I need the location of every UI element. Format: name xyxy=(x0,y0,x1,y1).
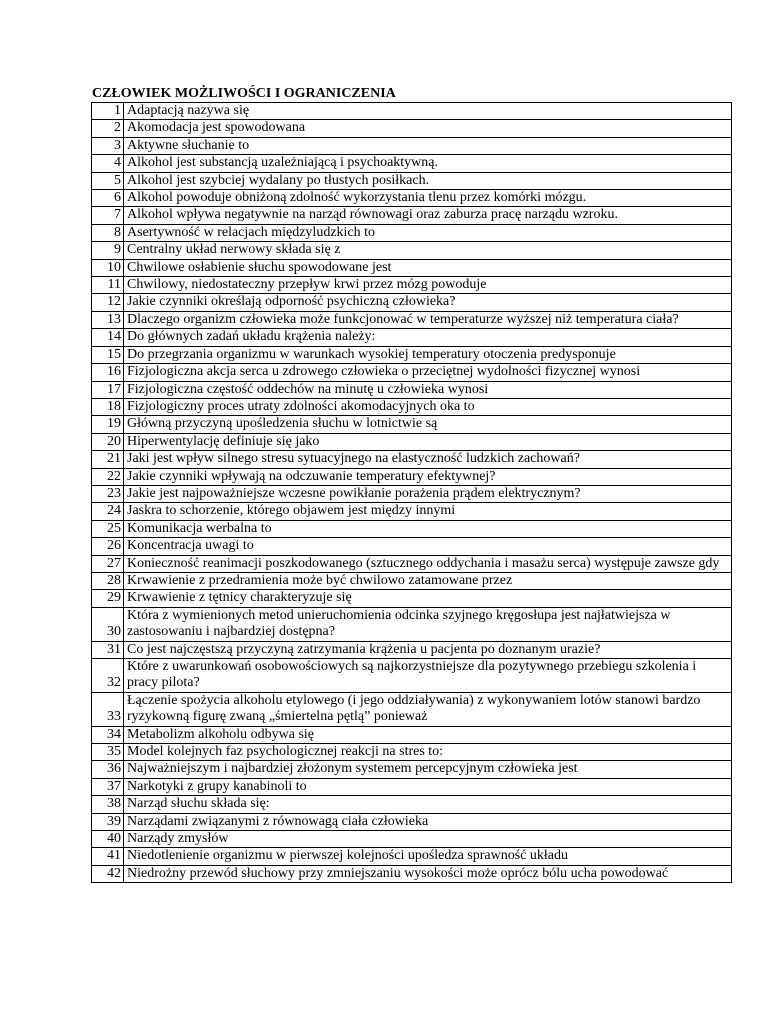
question-number: 27 xyxy=(92,555,124,572)
question-text: Które z uwarunkowań osobowościowych są najkorzystniejsze dla pozytywnego przebiegu szkolenia i pracy pilota? xyxy=(124,659,732,693)
question-number: 32 xyxy=(92,659,124,693)
question-number: 36 xyxy=(92,761,124,778)
question-text: Narządy zmysłów xyxy=(124,831,732,848)
question-text: Aktywne słuchanie to xyxy=(124,137,732,154)
table-row xyxy=(92,381,732,398)
question-number: 38 xyxy=(92,796,124,813)
table-row xyxy=(92,259,732,276)
table-row xyxy=(92,242,732,259)
question-text: Konieczność reanimacji poszkodowanego (sztucznego oddychania i masażu serca) występuje zawsze gdy xyxy=(124,555,732,572)
table-row xyxy=(92,865,732,882)
question-number: 29 xyxy=(92,590,124,607)
table-row xyxy=(92,641,732,658)
question-number: 40 xyxy=(92,831,124,848)
question-number: 6 xyxy=(92,190,124,207)
question-number: 14 xyxy=(92,329,124,346)
question-text: Metabolizm alkoholu odbywa się xyxy=(124,726,732,743)
table-row xyxy=(92,659,732,693)
question-number: 22 xyxy=(92,468,124,485)
question-number: 30 xyxy=(92,607,124,641)
table-row xyxy=(92,538,732,555)
question-text: Koncentracja uwagi to xyxy=(124,538,732,555)
question-number: 26 xyxy=(92,538,124,555)
table-row xyxy=(92,607,732,641)
question-number: 20 xyxy=(92,433,124,450)
table-row xyxy=(92,224,732,241)
question-number: 19 xyxy=(92,416,124,433)
question-text: Jakie czynniki określają odporność psychiczną człowieka? xyxy=(124,294,732,311)
question-text: Narkotyki z grupy kanabinoli to xyxy=(124,778,732,795)
table-row xyxy=(92,796,732,813)
table-row xyxy=(92,433,732,450)
table-row xyxy=(92,555,732,572)
table-row xyxy=(92,416,732,433)
table-row xyxy=(92,468,732,485)
table-row xyxy=(92,503,732,520)
question-number: 18 xyxy=(92,398,124,415)
question-text: Hiperwentylację definiuje się jako xyxy=(124,433,732,450)
question-text: Która z wymienionych metod unieruchomienia odcinka szyjnego kręgosłupa jest najłatwiejsza w zastosowaniu i najbardziej dostępna? xyxy=(124,607,732,641)
question-number: 23 xyxy=(92,485,124,502)
question-number: 7 xyxy=(92,207,124,224)
question-number: 15 xyxy=(92,346,124,363)
table-row xyxy=(92,726,732,743)
table-row xyxy=(92,294,732,311)
table-row xyxy=(92,364,732,381)
question-number: 17 xyxy=(92,381,124,398)
table-row xyxy=(92,172,732,189)
question-text: Adaptacją nazywa się xyxy=(124,103,732,120)
question-number: 10 xyxy=(92,259,124,276)
table-row xyxy=(92,848,732,865)
question-text: Narząd słuchu składa się: xyxy=(124,796,732,813)
question-text: Jakie czynniki wpływają na odczuwanie temperatury efektywnej? xyxy=(124,468,732,485)
table-row xyxy=(92,120,732,137)
table-row xyxy=(92,744,732,761)
question-number: 42 xyxy=(92,865,124,882)
question-text: Alkohol powoduje obniżoną zdolność wykorzystania tlenu przez komórki mózgu. xyxy=(124,190,732,207)
question-number: 37 xyxy=(92,778,124,795)
question-text: Do głównych zadań układu krążenia należy: xyxy=(124,329,732,346)
question-number: 41 xyxy=(92,848,124,865)
question-text: Alkohol jest szybciej wydalany po tłustych posiłkach. xyxy=(124,172,732,189)
table-row xyxy=(92,692,732,726)
table-row xyxy=(92,813,732,830)
table-row xyxy=(92,590,732,607)
page-title: CZŁOWIEK MOŻLIWOŚCI I OGRANICZENIA xyxy=(92,86,396,101)
question-text: Komunikacja werbalna to xyxy=(124,520,732,537)
question-text: Główną przyczyną upośledzenia słuchu w lotnictwie są xyxy=(124,416,732,433)
question-text: Alkohol wpływa negatywnie na narząd równowagi oraz zaburza pracę narządu wzroku. xyxy=(124,207,732,224)
question-number: 13 xyxy=(92,311,124,328)
question-text: Akomodacja jest spowodowana xyxy=(124,120,732,137)
question-text: Niedrożny przewód słuchowy przy zmniejszaniu wysokości może oprócz bólu ucha powodować xyxy=(124,865,732,882)
question-number: 11 xyxy=(92,277,124,294)
question-text: Narządami związanymi z równowagą ciała człowieka xyxy=(124,813,732,830)
question-text: Jakie jest najpoważniejsze wczesne powikłanie porażenia prądem elektrycznym? xyxy=(124,485,732,502)
table-row xyxy=(92,778,732,795)
question-text: Centralny układ nerwowy składa się z xyxy=(124,242,732,259)
question-number: 34 xyxy=(92,726,124,743)
question-number: 9 xyxy=(92,242,124,259)
table-row xyxy=(92,761,732,778)
question-text: Krwawienie z tętnicy charakteryzuje się xyxy=(124,590,732,607)
question-text: Najważniejszym i najbardziej złożonym systemem percepcyjnym człowieka jest xyxy=(124,761,732,778)
question-number: 21 xyxy=(92,451,124,468)
table-row xyxy=(92,485,732,502)
question-number: 33 xyxy=(92,692,124,726)
table-row xyxy=(92,137,732,154)
table-row xyxy=(92,277,732,294)
question-text: Niedotlenienie organizmu w pierwszej kolejności upośledza sprawność układu xyxy=(124,848,732,865)
questions-table-body xyxy=(92,103,732,883)
question-text: Dlaczego organizm człowieka może funkcjonować w temperaturze wyższej niż temperatura ciała? xyxy=(124,311,732,328)
table-row xyxy=(92,329,732,346)
table-row xyxy=(92,398,732,415)
table-row xyxy=(92,311,732,328)
question-number: 24 xyxy=(92,503,124,520)
question-text: Fizjologiczny proces utraty zdolności akomodacyjnych oka to xyxy=(124,398,732,415)
question-number: 4 xyxy=(92,155,124,172)
question-number: 35 xyxy=(92,744,124,761)
question-number: 31 xyxy=(92,641,124,658)
question-number: 8 xyxy=(92,224,124,241)
table-row xyxy=(92,572,732,589)
question-text: Krwawienie z przedramienia może być chwilowo zatamowane przez xyxy=(124,572,732,589)
question-text: Do przegrzania organizmu w warunkach wysokiej temperatury otoczenia predysponuje xyxy=(124,346,732,363)
question-text: Łączenie spożycia alkoholu etylowego (i jego oddziaływania) z wykonywaniem lotów stanowi bardzo ryzykowną figurę zwaną „śmiertelna pętlą” ponieważ xyxy=(124,692,732,726)
question-number: 1 xyxy=(92,103,124,120)
table-row xyxy=(92,155,732,172)
question-number: 28 xyxy=(92,572,124,589)
question-text: Alkohol jest substancją uzależniającą i psychoaktywną. xyxy=(124,155,732,172)
question-text: Model kolejnych faz psychologicznej reakcji na stres to: xyxy=(124,744,732,761)
question-text: Chwilowy, niedostateczny przepływ krwi przez mózg powoduje xyxy=(124,277,732,294)
question-text: Jaki jest wpływ silnego stresu sytuacyjnego na elastyczność ludzkich zachowań? xyxy=(124,451,732,468)
question-number: 25 xyxy=(92,520,124,537)
question-text: Asertywność w relacjach międzyludzkich to xyxy=(124,224,732,241)
table-row xyxy=(92,190,732,207)
question-number: 16 xyxy=(92,364,124,381)
question-text: Fizjologiczna akcja serca u zdrowego człowieka o przeciętnej wydolności fizycznej wynosi xyxy=(124,364,732,381)
table-row xyxy=(92,346,732,363)
table-row xyxy=(92,831,732,848)
question-text: Fizjologiczna częstość oddechów na minutę u człowieka wynosi xyxy=(124,381,732,398)
questions-table xyxy=(91,102,732,883)
table-row xyxy=(92,103,732,120)
question-text: Chwilowe osłabienie słuchu spowodowane jest xyxy=(124,259,732,276)
question-number: 3 xyxy=(92,137,124,154)
question-text: Co jest najczęstszą przyczyną zatrzymania krążenia u pacjenta po doznanym urazie? xyxy=(124,641,732,658)
table-row xyxy=(92,207,732,224)
question-number: 39 xyxy=(92,813,124,830)
table-row xyxy=(92,520,732,537)
question-number: 5 xyxy=(92,172,124,189)
table-row xyxy=(92,451,732,468)
question-text: Jaskra to schorzenie, którego objawem jest między innymi xyxy=(124,503,732,520)
question-number: 12 xyxy=(92,294,124,311)
question-number: 2 xyxy=(92,120,124,137)
